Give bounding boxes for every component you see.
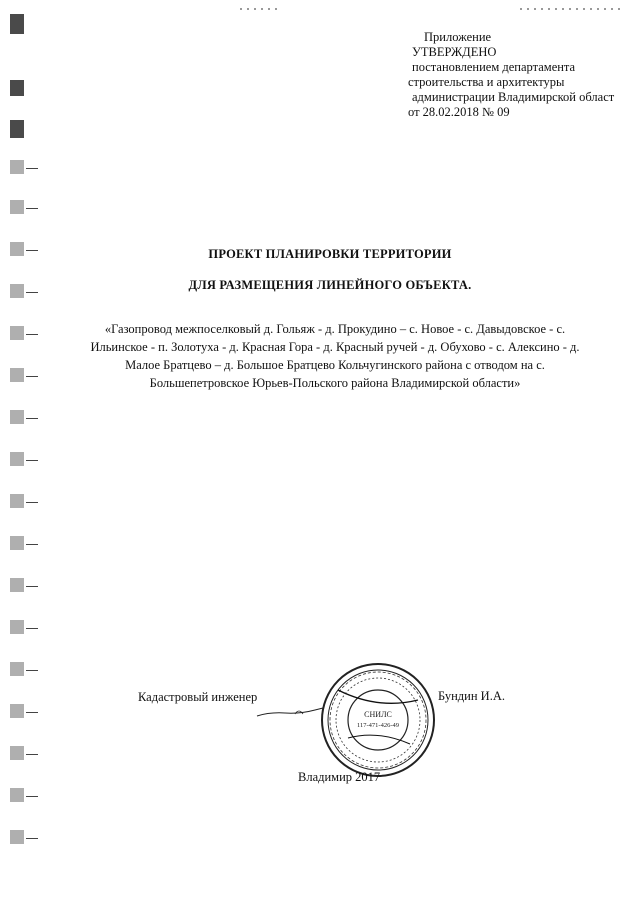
scan-mark xyxy=(10,620,24,634)
official-seal xyxy=(318,660,438,780)
scan-tick xyxy=(26,460,38,461)
scan-tick xyxy=(26,418,38,419)
scan-tick xyxy=(26,796,38,797)
project-description xyxy=(90,320,580,392)
document-title-line1: ПРОЕКТ ПЛАНИРОВКИ ТЕРРИТОРИИ xyxy=(208,247,452,261)
scan-mark xyxy=(10,14,24,34)
scan-mark xyxy=(10,120,24,138)
description-line: Большепетровское Юрьев-Польского района Владимирской области» xyxy=(149,376,521,390)
scan-mark xyxy=(10,494,24,508)
approval-line: Приложение xyxy=(424,30,492,44)
scan-tick xyxy=(26,544,38,545)
scan-mark xyxy=(10,578,24,592)
description-line: Ильинское - п. Золотуха - д. Красная Гора - д. Красный ручей - д. Обухово - с. Алексино - д. xyxy=(90,340,580,354)
scan-mark xyxy=(10,326,24,340)
scan-tick xyxy=(26,838,38,839)
scan-mark xyxy=(10,788,24,802)
scan-mark xyxy=(10,160,24,174)
approval-line: администрации Владимирской област xyxy=(412,90,615,104)
scan-mark xyxy=(10,80,24,96)
scan-tick xyxy=(26,502,38,503)
approval-line: от 28.02.2018 № 09 xyxy=(408,105,510,119)
scan-noise xyxy=(240,8,280,10)
scan-tick xyxy=(26,712,38,713)
handwritten-signature xyxy=(255,700,325,720)
scan-mark xyxy=(10,368,24,382)
scan-mark xyxy=(10,200,24,214)
scan-mark xyxy=(10,410,24,424)
scan-tick xyxy=(26,628,38,629)
description-line: «Газопровод межпоселковый д. Гольяж - д. Прокудино – с. Новое - с. Давыдовское - с. xyxy=(104,322,566,336)
approval-line: строительства и архитектуры xyxy=(408,75,565,89)
scan-mark xyxy=(10,662,24,676)
scan-tick xyxy=(26,376,38,377)
scan-mark xyxy=(10,830,24,844)
approval-block xyxy=(402,30,614,120)
scan-tick xyxy=(26,208,38,209)
approval-line: УТВЕРЖДЕНО xyxy=(412,45,497,59)
scan-tick xyxy=(26,334,38,335)
approval-line: постановлением департамента xyxy=(412,60,576,74)
scan-mark xyxy=(10,704,24,718)
engineer-name: Бундин И.А. xyxy=(438,689,505,703)
scan-mark xyxy=(10,536,24,550)
scan-edge-marks xyxy=(0,0,48,905)
svg-text:117-471-426-49: 117-471-426-49 xyxy=(356,722,400,729)
scan-tick xyxy=(26,168,38,169)
scan-tick xyxy=(26,670,38,671)
scan-mark xyxy=(10,746,24,760)
scan-mark xyxy=(10,452,24,466)
document-title-line2: ДЛЯ РАЗМЕЩЕНИЯ ЛИНЕЙНОГО ОБЪЕКТА. xyxy=(188,278,472,292)
description-line: Малое Братцево – д. Большое Братцево Кольчугинского района с отводом на с. xyxy=(125,358,545,372)
engineer-role: Кадастровый инженер xyxy=(138,690,258,704)
scan-tick xyxy=(26,754,38,755)
scan-tick xyxy=(26,586,38,587)
city-year: Владимир 2017 xyxy=(298,770,381,784)
svg-text:СНИЛС: СНИЛС xyxy=(364,710,392,719)
scan-noise xyxy=(520,8,620,10)
